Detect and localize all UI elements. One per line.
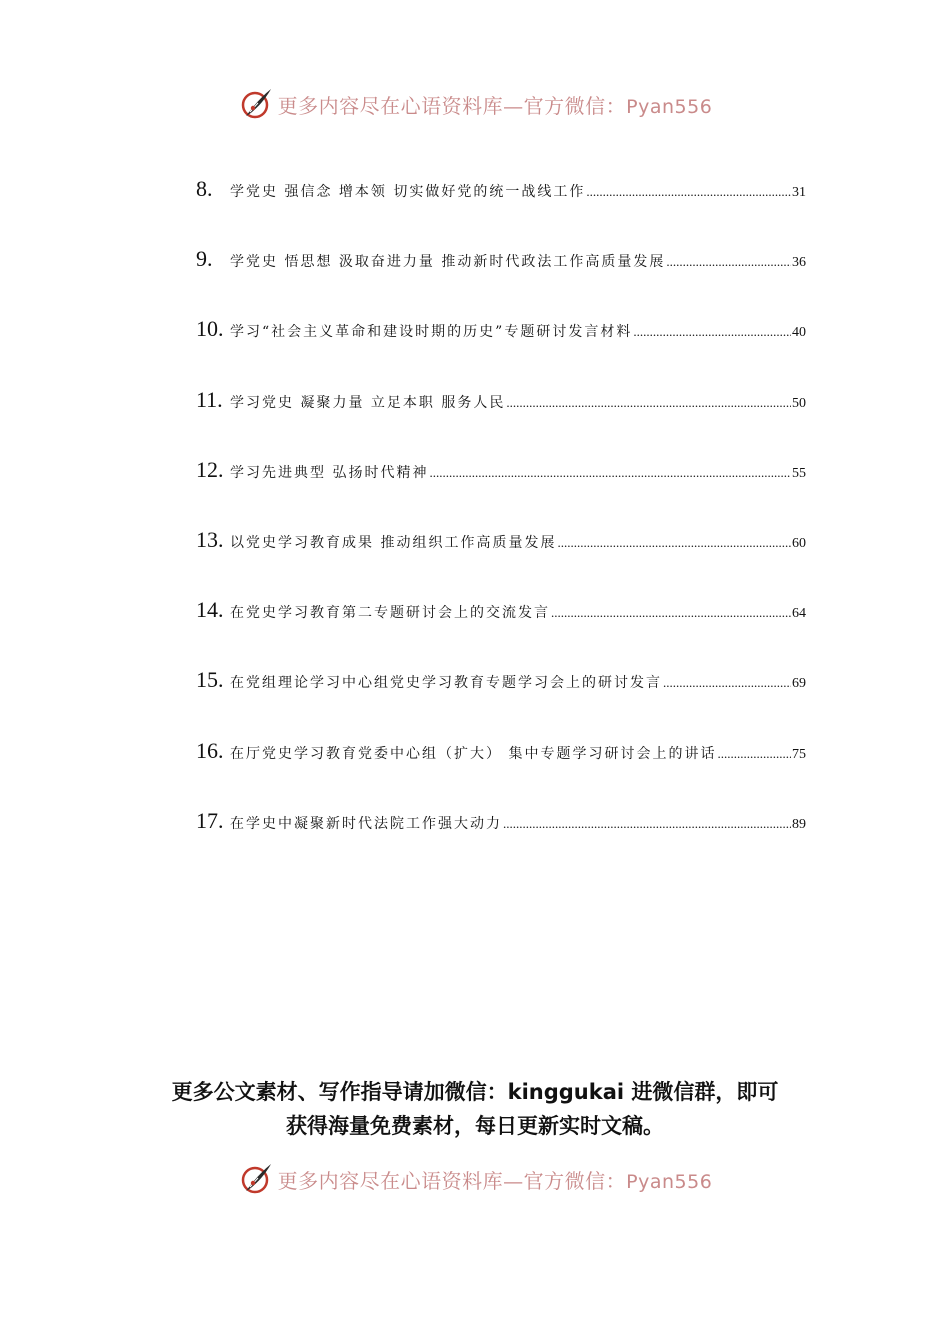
footer-watermark	[0, 1159, 950, 1199]
toc-title: 学习党史 凝聚力量 立足本职 服务人民	[230, 394, 506, 411]
toc-number: 12.	[196, 456, 224, 482]
toc-entry-10[interactable]	[196, 316, 806, 386]
toc-page-number: 40	[792, 325, 806, 341]
toc-title: 学习“社会主义革命和建设时期的历史”专题研讨发言材料	[230, 324, 633, 341]
toc-page-number: 60	[792, 535, 806, 551]
dot-leader	[717, 746, 791, 762]
header-watermark	[0, 84, 950, 124]
watermark-text: 更多内容尽在心语资料库—官方微信：Pyan556	[277, 93, 713, 118]
toc-page-number: 55	[792, 465, 806, 481]
toc-entry-13[interactable]	[196, 527, 806, 597]
toc-number: 11.	[196, 386, 223, 412]
toc-entry-8[interactable]	[196, 176, 806, 246]
toc-page-number: 36	[792, 255, 806, 271]
toc-title: 在党组理论学习中心组党史学习教育专题学习会上的研讨发言	[230, 675, 662, 692]
promo-line-2: 获得海量免费素材，每日更新实时文稿。	[286, 1114, 664, 1138]
toc-title: 以党史学习教育成果 推动组织工作高质量发展	[230, 534, 557, 551]
toc-page-number: 64	[792, 606, 806, 622]
quill-pen-circle-icon	[238, 86, 274, 122]
toc-number: 13.	[196, 526, 224, 552]
toc-title: 学党史 悟思想 汲取奋进力量 推动新时代政法工作高质量发展	[230, 254, 666, 271]
toc-number: 9.	[196, 246, 213, 272]
toc-entry-17[interactable]	[196, 808, 806, 878]
dot-leader	[666, 254, 791, 270]
dot-leader	[429, 465, 791, 481]
toc-entry-12[interactable]	[196, 457, 806, 527]
dot-leader	[506, 395, 791, 411]
dot-leader	[503, 816, 791, 832]
toc-number: 17.	[196, 807, 224, 833]
toc-number: 8.	[196, 176, 213, 201]
toc-entry-14[interactable]	[196, 597, 806, 667]
toc-page-number: 75	[792, 746, 806, 762]
dot-leader	[557, 535, 791, 551]
toc-page-number: 50	[792, 395, 806, 411]
toc-page-number: 69	[792, 676, 806, 692]
toc-number: 15.	[196, 667, 224, 693]
promo-line-1: 更多公文素材、写作指导请加微信：kinggukai 进微信群，即可	[171, 1080, 779, 1104]
toc-page-number: 31	[792, 185, 806, 200]
toc-number: 16.	[196, 737, 224, 763]
toc-number: 14.	[196, 597, 224, 623]
toc-title: 在厅党史学习教育党委中心组（扩大） 集中专题学习研讨会上的讲话	[230, 745, 717, 762]
toc-entry-16[interactable]	[196, 738, 806, 808]
dot-leader	[586, 184, 791, 200]
table-of-contents	[196, 176, 806, 878]
toc-title: 在党史学习教育第二专题研讨会上的交流发言	[230, 605, 550, 622]
quill-pen-circle-icon	[238, 1161, 274, 1197]
dot-leader	[551, 605, 791, 621]
toc-title: 学习先进典型 弘扬时代精神	[230, 464, 429, 481]
dot-leader	[633, 324, 791, 340]
toc-entry-9[interactable]	[196, 246, 806, 316]
watermark-text: 更多内容尽在心语资料库—官方微信：Pyan556	[277, 1168, 713, 1193]
dot-leader	[663, 675, 791, 691]
toc-number: 10.	[196, 316, 224, 342]
promo-text	[0, 1075, 950, 1143]
toc-page-number: 89	[792, 816, 806, 832]
toc-title: 学党史 强信念 增本领 切实做好党的统一战线工作	[230, 184, 586, 200]
toc-entry-15[interactable]	[196, 667, 806, 737]
toc-entry-11[interactable]	[196, 387, 806, 457]
toc-title: 在学史中凝聚新时代法院工作强大动力	[230, 815, 502, 832]
